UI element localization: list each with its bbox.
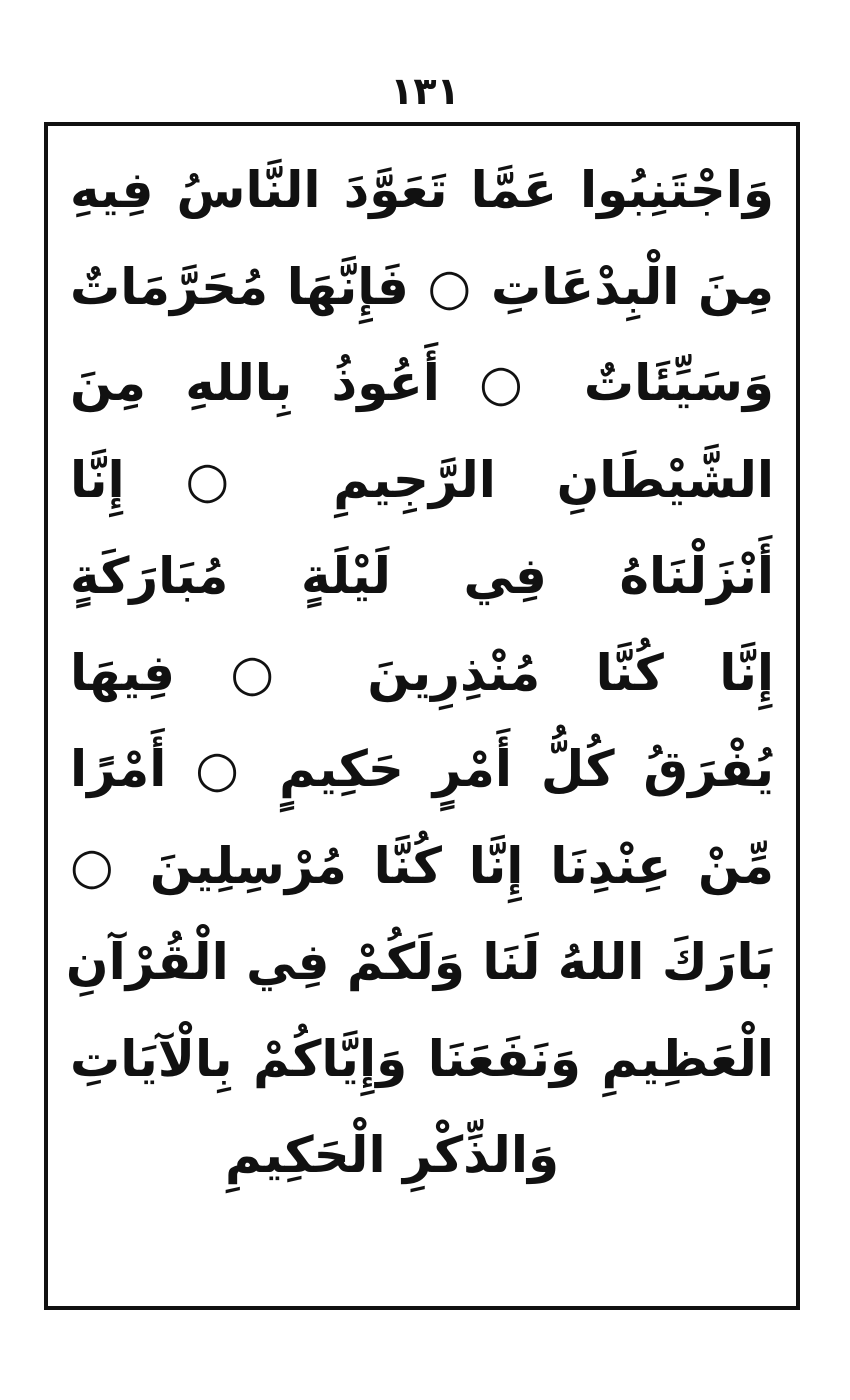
page-number: ١٣١: [390, 69, 460, 113]
text-line-11: وَالذِّكْرِ الْحَكِيمِ: [224, 1126, 560, 1184]
text-line-9: بَارَكَ اللهُ لَنَا وَلَكُمْ فِي الْقُرْآنِ: [65, 933, 774, 991]
text-line-3: وَسَيِّئَاتٌ ○ أَعُوذُ بِاللهِ مِنَ: [70, 354, 774, 412]
text-frame: [44, 122, 800, 1310]
text-line-6: إِنَّا كُنَّا مُنْذِرِينَ ○ فِيهَا: [70, 643, 774, 702]
text-line-5: أَنْزَلْنَاهُ فِي لَيْلَةٍ مُبَارَكَةٍ: [70, 547, 774, 605]
text-line-4: الشَّيْطَانِ الرَّجِيمِ ○ إِنَّا: [70, 450, 774, 509]
arabic-text-block: [48, 142, 796, 1204]
text-line-1: وَاجْتَنِبُوا عَمَّا تَعَوَّدَ النَّاسُ فِيهِ: [70, 161, 774, 219]
text-line-2: مِنَ الْبِدْعَاتِ ○ فَإِنَّهَا مُحَرَّمَاتٌ: [70, 257, 774, 316]
text-line-8: مِّنْ عِنْدِنَا إِنَّا كُنَّا مُرْسِلِينَ ○: [70, 836, 774, 895]
text-line-10: الْعَظِيمِ وَنَفَعَنَا وَإِيَّاكُمْ بِالْآيَاتِ: [70, 1029, 774, 1088]
text-line-7: يُفْرَقُ كُلُّ أَمْرٍ حَكِيمٍ ○ أَمْرًا: [70, 740, 774, 798]
